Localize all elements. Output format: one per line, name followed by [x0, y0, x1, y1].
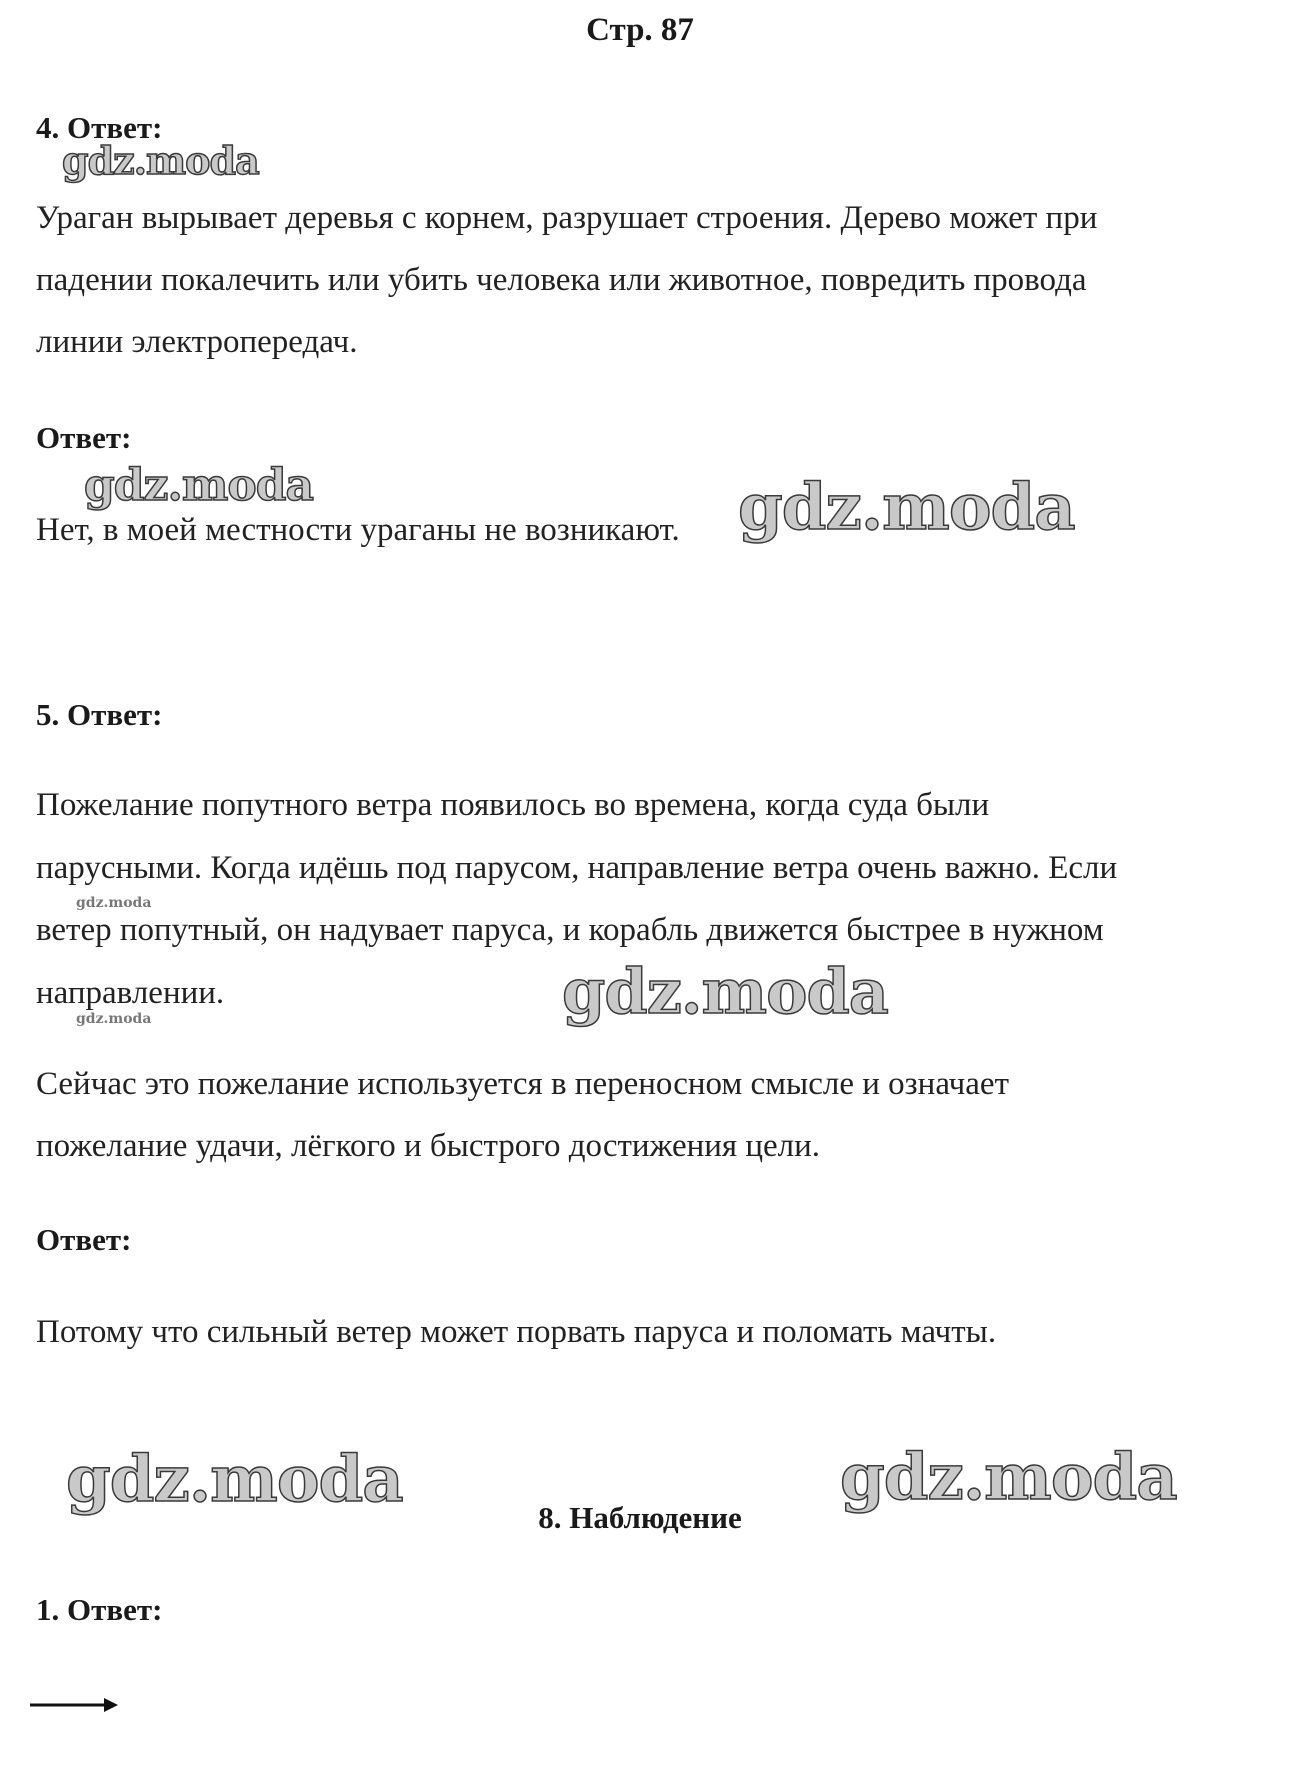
q4-line-1: Ураган вырывает деревья с корнем, разрушает строения. Дерево может при	[36, 200, 1098, 236]
observation-heading: 8. Наблюдение	[538, 1500, 742, 1535]
watermark: gdz.moda	[66, 1442, 403, 1517]
watermark: gdz.moda	[738, 470, 1075, 545]
q4b-heading: Ответ:	[36, 420, 132, 455]
q5-line-5: Сейчас это пожелание используется в переносном смысле и означает	[36, 1066, 1009, 1102]
q5-line-1: Пожелание попутного ветра появилось во времена, когда суда были	[36, 787, 990, 823]
q5-line-6: пожелание удачи, лёгкого и быстрого достижения цели.	[36, 1128, 821, 1164]
watermark: gdz.moda	[840, 1440, 1177, 1515]
watermark: gdz.moda	[62, 138, 259, 183]
q4-heading: 4. Ответ:	[36, 110, 163, 145]
q1-heading: 1. Ответ:	[36, 1592, 163, 1627]
watermark: gdz.moda	[76, 1011, 152, 1027]
q4-line-2: падении покалечить или убить человека или животное, повредить провода	[36, 262, 1087, 298]
q4-line-3: линии электропередач.	[36, 324, 358, 360]
q5-heading: 5. Ответ:	[36, 697, 163, 732]
watermark: gdz.moda	[84, 460, 314, 511]
q4b-line-1: Нет, в моей местности ураганы не возникают.	[36, 512, 680, 548]
page-title: Стр. 87	[586, 12, 694, 48]
watermark: gdz.moda	[76, 895, 152, 911]
q5b-line-1: Потому что сильный ветер может порвать паруса и поломать мачты.	[36, 1314, 997, 1350]
q5-line-2: парусными. Когда идёшь под парусом, направление ветра очень важно. Если	[36, 850, 1118, 886]
q5b-heading: Ответ:	[36, 1222, 132, 1257]
watermark: gdz.moda	[562, 955, 888, 1028]
q5-line-4: направлении.	[36, 975, 225, 1011]
q5-line-3: ветер попутный, он надувает паруса, и корабль движется быстрее в нужном	[36, 912, 1104, 948]
right-arrow-icon	[30, 1696, 118, 1714]
